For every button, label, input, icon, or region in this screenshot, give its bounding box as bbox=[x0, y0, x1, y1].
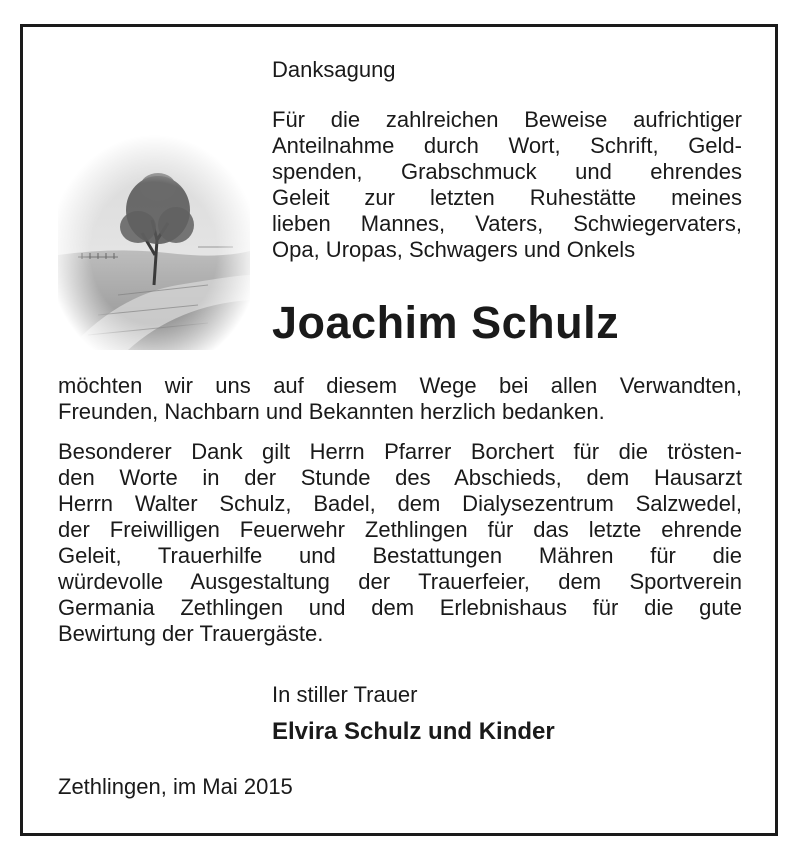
thanks-line: möchten wir uns auf diesem Wege bei allen Verwandten, bbox=[58, 373, 742, 398]
thanks-paragraph bbox=[58, 373, 742, 425]
mourning-line: In stiller Trauer bbox=[272, 682, 418, 707]
special-thanks-line: Bewirtung der Trauergäste. bbox=[58, 621, 324, 646]
deceased-name: Joachim Schulz bbox=[272, 297, 620, 348]
special-thanks-paragraph bbox=[58, 439, 742, 647]
special-thanks-line: Herrn Walter Schulz, Badel, dem Dialysezentrum Salzwedel, bbox=[58, 491, 742, 516]
intro-line: Für die zahlreichen Beweise aufrichtiger bbox=[272, 107, 742, 132]
notice-heading: Danksagung bbox=[272, 57, 396, 82]
intro-paragraph bbox=[272, 107, 742, 263]
special-thanks-line: Besonderer Dank gilt Herrn Pfarrer Borchert für die trösten- bbox=[58, 439, 742, 464]
intro-line: Geleit zur letzten Ruhestätte meines bbox=[272, 185, 742, 210]
special-thanks-line: würdevolle Ausgestaltung der Trauerfeier, dem Sportverein bbox=[58, 569, 742, 594]
special-thanks-line: der Freiwilligen Feuerwehr Zethlingen für das letzte ehrende bbox=[58, 517, 742, 542]
intro-line: Opa, Uropas, Schwagers und Onkels bbox=[272, 237, 636, 262]
intro-line: spenden, Grabschmuck und ehrendes bbox=[272, 159, 742, 184]
tree-landscape-image bbox=[58, 135, 250, 350]
thanks-line: Freunden, Nachbarn und Bekannten herzlich bedanken. bbox=[58, 399, 605, 424]
place-date: Zethlingen, im Mai 2015 bbox=[58, 774, 293, 799]
signer-names: Elvira Schulz und Kinder bbox=[272, 718, 555, 745]
special-thanks-line: Geleit, Trauerhilfe und Bestattungen Mähren für die bbox=[58, 543, 742, 568]
intro-line: Anteilnahme durch Wort, Schrift, Geld- bbox=[272, 133, 742, 158]
intro-line: lieben Mannes, Vaters, Schwiegervaters, bbox=[272, 211, 742, 236]
special-thanks-line: Germania Zethlingen und dem Erlebnishaus für die gute bbox=[58, 595, 742, 620]
special-thanks-line: den Worte in der Stunde des Abschieds, dem Hausarzt bbox=[58, 465, 742, 490]
